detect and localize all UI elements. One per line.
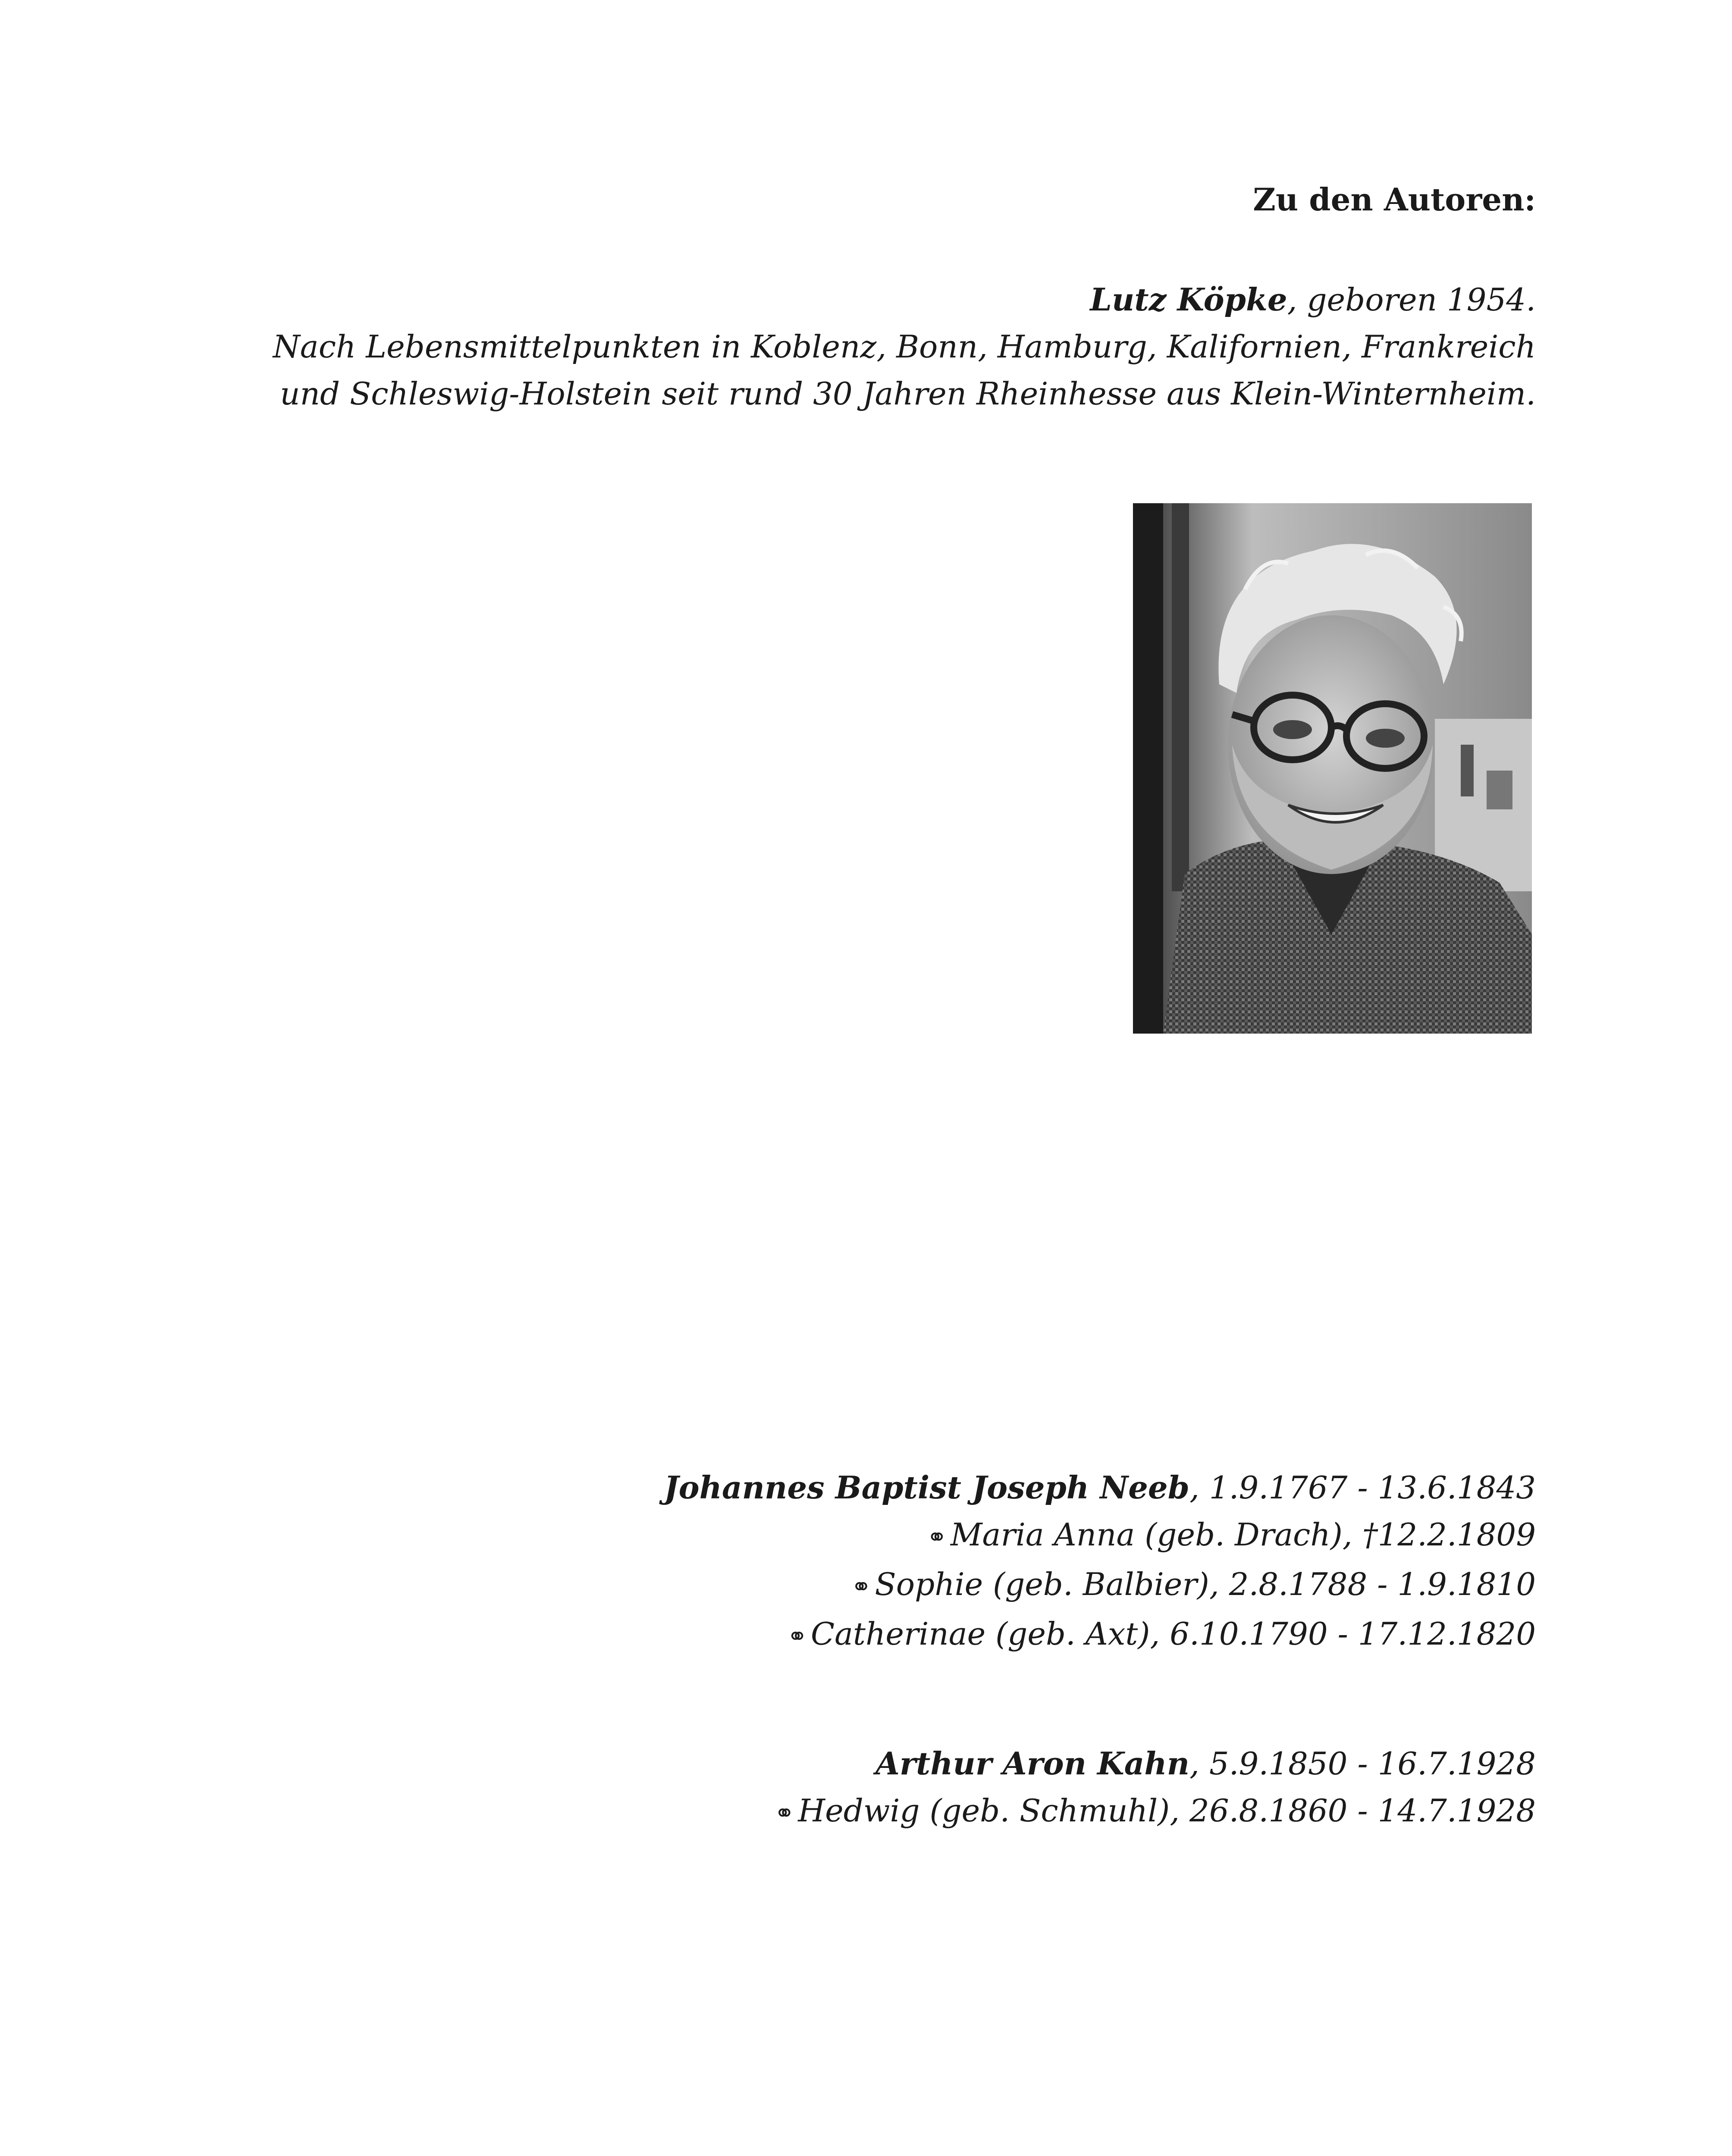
- spouse-text: Maria Anna (geb. Drach), †12.2.1809: [950, 1517, 1536, 1553]
- page-heading: Zu den Autoren:: [1253, 181, 1536, 218]
- author-bio: [273, 276, 1536, 417]
- family-person-line: [664, 1464, 1536, 1511]
- person-name: Johannes Baptist Joseph Neeb: [664, 1469, 1190, 1506]
- spouse-text: Sophie (geb. Balbier), 2.8.1788 - 1.9.1810: [875, 1566, 1536, 1602]
- spouse-text: Catherinae (geb. Axt), 6.10.1790 - 17.12.1820: [811, 1616, 1536, 1652]
- person-dates: , 1.9.1767 - 13.6.1843: [1189, 1470, 1536, 1506]
- spouse-line: [774, 1787, 1536, 1837]
- spouse-line: [664, 1511, 1536, 1561]
- author-bio-line-2: und Schleswig-Holstein seit rund 30 Jahren Rheinhesse aus Klein-Winternheim.: [280, 376, 1536, 412]
- spouse-text: Hedwig (geb. Schmuhl), 26.8.1860 - 14.7.1928: [798, 1792, 1536, 1829]
- author-name: Lutz Köpke: [1090, 281, 1287, 318]
- marriage-icon: ⚭: [774, 1799, 795, 1827]
- author-born: , geboren 1954.: [1287, 282, 1536, 318]
- family-record-neeb: [664, 1464, 1536, 1660]
- spouse-line: [664, 1561, 1536, 1611]
- author-name-line: [273, 276, 1536, 323]
- author-bio-line-1: Nach Lebensmittelpunkten in Koblenz, Bonn, Hamburg, Kalifornien, Frankreich: [273, 329, 1536, 365]
- family-record-kahn: [774, 1740, 1536, 1837]
- person-name: Arthur Aron Kahn: [875, 1745, 1190, 1782]
- marriage-icon: ⚭: [926, 1523, 947, 1551]
- marriage-icon: ⚭: [851, 1573, 872, 1601]
- author-portrait: [1133, 503, 1532, 1034]
- marriage-icon: ⚭: [787, 1623, 807, 1651]
- family-person-line: [774, 1740, 1536, 1787]
- spouse-line: [664, 1611, 1536, 1660]
- person-dates: , 5.9.1850 - 16.7.1928: [1189, 1745, 1536, 1782]
